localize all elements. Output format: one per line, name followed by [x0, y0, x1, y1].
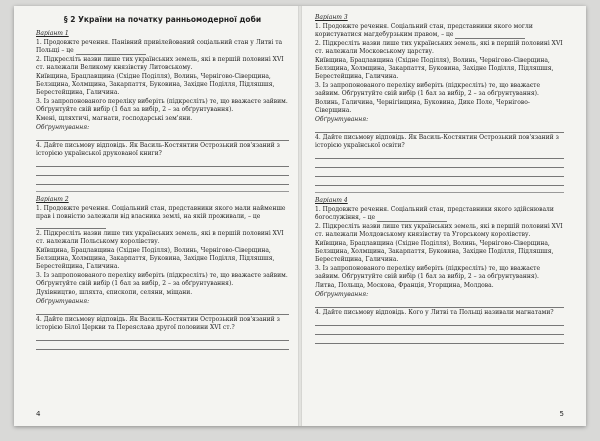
variant-label: Варіант 3	[315, 14, 348, 21]
justification-label: Обґрунтування:	[315, 291, 369, 298]
answer-line	[315, 160, 564, 168]
workbook-spread	[14, 6, 586, 426]
justification-label: Обґрунтування:	[36, 124, 90, 131]
task-2-options: Київщина, Брацлавщина (Східне Поділля), Волинь, Чернігово-Сіверщина, Белзщина, Холмщина, Закарпаття, Буковина, Західне Поділля, Підляшшя, Берестейщина, Галичина.	[315, 240, 554, 263]
answer-line	[36, 177, 289, 185]
task-3: 3. Із запропонованого переліку виберіть (підкресліть) те, що вважаєте зайвим. Обґрунтуйте свій вибір (1 бал за вибір, 2 – за обґрунтування).	[36, 98, 288, 113]
task-3: 3. Із запропонованого переліку виберіть (підкресліть) те, що вважаєте зайвим. Обґрунтуйте свій вибір (1 бал за вибір, 2 – за обґрунтування).	[315, 82, 541, 97]
task-3: 3. Із запропонованого переліку виберіть (підкресліть) те, що вважаєте зайвим. Обґрунтуйте свій вибір (1 бал за вибір, 2 – за обґрунтування).	[315, 265, 541, 280]
answer-line	[36, 307, 289, 315]
task-4: 4. Дайте письмову відповідь. Як Василь-Костянтин Острозький пов'язаний з історією Білої Церкви та Переяслава другої половини XVI ст.?	[36, 316, 280, 331]
variant-2	[36, 196, 289, 350]
task-3-options: Кмені, щляхтичі, магнати, господарські зем'яни.	[36, 115, 193, 122]
answer-line	[36, 342, 289, 350]
task-2: 2. Підкресліть назви лише тих українських земель, які в першій половині XVI ст. належали Молдовському князівству та Угорському королівству.	[315, 223, 563, 238]
justification-label: Обґрунтування:	[36, 298, 90, 305]
answer-blank	[76, 48, 146, 55]
task-2: 2. Підкресліть назви лише тих українських земель, які в першій половині XVI ст. належали Великому князівству Литовському.	[36, 56, 284, 71]
variant-4	[315, 197, 564, 344]
task-3-options: Волинь, Галичина, Чернігівщина, Буковина, Дике Поле, Чернігово-Сіверщина.	[315, 99, 530, 114]
page-number: 5	[559, 410, 564, 418]
right-page	[301, 6, 586, 426]
variant-1	[36, 30, 289, 185]
divider	[36, 191, 289, 192]
task-1: 1. Продовжте речення. Панівний привілейований соціальний стан у Литві та Польщі – це	[36, 39, 283, 54]
answer-line	[315, 151, 564, 159]
task-2: 2. Підкресліть назви лише тих українських земель, які в першій половині XVI ст. належали Московському царству.	[315, 40, 563, 55]
left-page	[14, 6, 299, 426]
task-2-options: Київщина, Брацлавщина (Східне Поділля), Волинь, Чернігово-Сіверщина, Белзщина, Холмщина, Закарпаття, Буковина, Західне Поділля, Підляшшя, Берестейщина, Галичина.	[315, 57, 554, 80]
divider	[315, 192, 564, 193]
task-2-options: Київщина, Брацлавщина (Східне Поділля), Волинь, Чернігово-Сіверщина, Белзщина, Холмщина, Закарпаття, Буковина, Західне Поділля, Підляшшя, Берестейщина, Галичина.	[36, 247, 275, 270]
task-1: 1. Продовжте речення. Соціальний стан, представники якого могли користуватися магдебурзьким правом, – це	[315, 23, 533, 38]
justification-label: Обґрунтування:	[315, 116, 369, 123]
answer-line	[315, 327, 564, 335]
answer-line	[36, 159, 289, 167]
answer-line	[315, 178, 564, 186]
answer-line	[36, 133, 289, 141]
answer-line	[315, 125, 564, 133]
answer-line	[315, 318, 564, 326]
answer-blank	[455, 32, 525, 39]
task-3-options: Литва, Польща, Москова, Франція, Угорщина, Молдова.	[315, 282, 494, 289]
answer-line	[36, 333, 289, 341]
answer-line	[36, 168, 289, 176]
page-title: § 2 України на початку ранньомодерної доби	[63, 15, 262, 24]
task-2-options: Київщина, Брацлавщина (Східне Поділля), Волинь, Чернігово-Сіверщина, Белзщина, Холмщина, Закарпаття, Буковина, Західне Поділля, Підляшшя, Берестейщина, Галичина.	[36, 73, 275, 96]
answer-line	[315, 336, 564, 344]
answer-blank	[36, 222, 106, 229]
answer-blank	[377, 215, 447, 222]
task-3-options: Духівництво, шляхта, єпископи, селяни, міщани.	[36, 289, 193, 296]
task-3: 3. Із запропонованого переліку виберіть (підкресліть) те, що вважаєте зайвим. Обґрунтуйте свій вибір (1 бал за вибір, 2 – за обґрунтування).	[36, 272, 288, 287]
variant-3	[315, 14, 564, 186]
task-1: 1. Продовжте речення. Соціальний стан, представники якого мали найменше прав і повністю залежали від власника землі, на якій проживали, – це	[36, 205, 289, 229]
task-1: 1. Продовжте речення. Соціальний стан, представники якого здійснювали богослужіння, – це	[315, 206, 554, 221]
variant-label: Варіант 1	[36, 30, 69, 37]
variant-label: Варіант 4	[315, 197, 348, 204]
task-4: 4. Дайте письмову відповідь. Кого у Литві та Польщі називали магнатами?	[315, 309, 554, 316]
task-2: 2. Підкресліть назви лише тих українських земель, які в першій половині XVI ст. належали Польському королівству.	[36, 230, 284, 245]
variant-label: Варіант 2	[36, 196, 69, 203]
task-4: 4. Дайте письмову відповідь. Як Василь-Костянтин Острозький пов'язаний з історією української освіти?	[315, 134, 559, 149]
answer-line	[315, 169, 564, 177]
answer-line	[315, 300, 564, 308]
page-number: 4	[36, 410, 41, 418]
task-4: 4. Дайте письмову відповідь. Як Василь-Костянтин Острозький пов'язаний з історією української друкованої книги?	[36, 142, 280, 157]
